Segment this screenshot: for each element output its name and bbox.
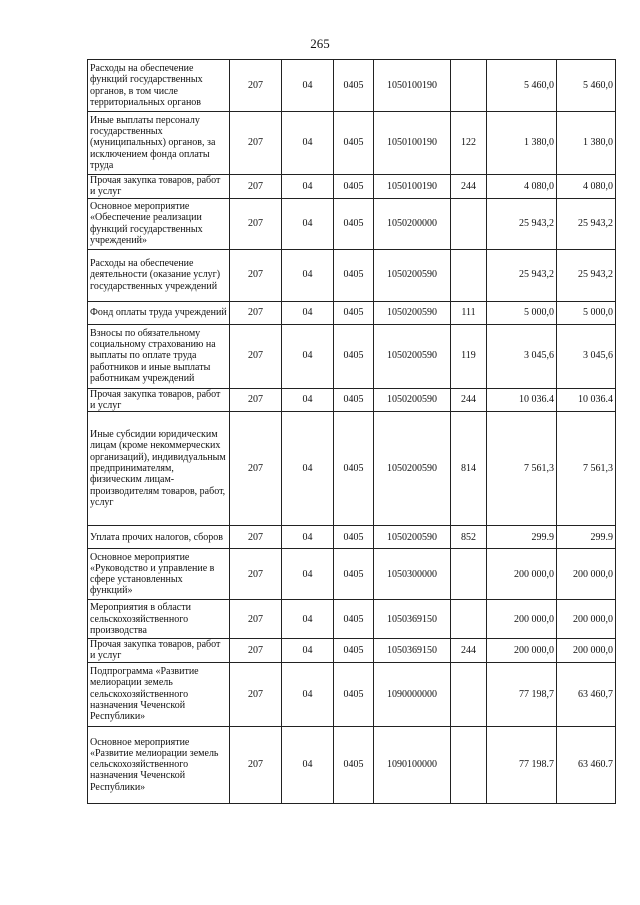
row-ministry-code: 207 [230,412,282,526]
row-section-code: 04 [282,412,334,526]
table-row [88,639,616,663]
row-target-article: 1050200590 [374,412,451,526]
row-subsection-code: 0405 [334,388,374,412]
row-subsection-code: 0405 [334,175,374,199]
row-ministry-code: 207 [230,112,282,175]
row-subsection-code: 0405 [334,301,374,324]
row-expense-type [451,600,487,639]
row-section-code: 04 [282,324,334,388]
row-ministry-code: 207 [230,526,282,549]
row-amount-2: 5 000,0 [557,301,616,324]
table-row [88,301,616,324]
row-amount-1: 77 198.7 [487,726,557,803]
row-amount-2: 200 000,0 [557,549,616,600]
row-name: Расходы на обеспечение деятельности (оказание услуг) государственных учреждений [88,249,230,301]
row-amount-1: 200 000,0 [487,549,557,600]
row-amount-2: 200 000,0 [557,600,616,639]
row-amount-2: 25 943,2 [557,249,616,301]
budget-table [87,59,616,804]
row-amount-1: 299.9 [487,526,557,549]
row-expense-type: 244 [451,639,487,663]
row-subsection-code: 0405 [334,639,374,663]
row-subsection-code: 0405 [334,412,374,526]
row-section-code: 04 [282,112,334,175]
row-amount-1: 5 000,0 [487,301,557,324]
row-section-code: 04 [282,175,334,199]
row-section-code: 04 [282,549,334,600]
row-expense-type: 244 [451,388,487,412]
row-amount-2: 4 080,0 [557,175,616,199]
table-row [88,388,616,412]
row-name: Прочая закупка товаров, работ и услуг [88,175,230,199]
row-expense-type [451,726,487,803]
row-amount-1: 200 000,0 [487,600,557,639]
row-subsection-code: 0405 [334,198,374,249]
row-section-code: 04 [282,60,334,112]
table-row [88,600,616,639]
row-amount-2: 10 036.4 [557,388,616,412]
row-target-article: 1050200590 [374,301,451,324]
row-ministry-code: 207 [230,662,282,726]
row-ministry-code: 207 [230,198,282,249]
row-section-code: 04 [282,726,334,803]
row-section-code: 04 [282,662,334,726]
row-name: Подпрограмма «Развитие мелиорации земель сельскохозяйственного назначения Чеченской Республики» [88,662,230,726]
row-amount-1: 10 036.4 [487,388,557,412]
row-expense-type: 244 [451,175,487,199]
row-ministry-code: 207 [230,600,282,639]
row-ministry-code: 207 [230,639,282,663]
row-subsection-code: 0405 [334,726,374,803]
row-expense-type [451,662,487,726]
table-row [88,112,616,175]
row-amount-2: 7 561,3 [557,412,616,526]
row-target-article: 1050200590 [374,249,451,301]
row-target-article: 1050200590 [374,388,451,412]
row-name: Фонд оплаты труда учреждений [88,301,230,324]
row-target-article: 1050100190 [374,112,451,175]
row-name: Основное мероприятие «Развитие мелиорации земель сельскохозяйственного назначения Чеченской Республики» [88,726,230,803]
page-number: 265 [310,36,330,51]
row-ministry-code: 207 [230,324,282,388]
row-ministry-code: 207 [230,249,282,301]
row-section-code: 04 [282,639,334,663]
row-ministry-code: 207 [230,60,282,112]
row-subsection-code: 0405 [334,549,374,600]
row-subsection-code: 0405 [334,324,374,388]
row-section-code: 04 [282,198,334,249]
row-expense-type: 119 [451,324,487,388]
row-amount-2: 25 943,2 [557,198,616,249]
row-name: Основное мероприятие «Руководство и управление в сфере установленных функций» [88,549,230,600]
row-amount-2: 1 380,0 [557,112,616,175]
row-expense-type [451,60,487,112]
row-section-code: 04 [282,388,334,412]
row-section-code: 04 [282,301,334,324]
row-name: Иные выплаты персоналу государственных (муниципальных) органов, за исключением фонда оплаты труда [88,112,230,175]
table-row [88,726,616,803]
row-target-article: 1050200590 [374,324,451,388]
row-amount-1: 4 080,0 [487,175,557,199]
row-subsection-code: 0405 [334,60,374,112]
row-amount-1: 200 000,0 [487,639,557,663]
row-target-article: 1050200590 [374,526,451,549]
row-amount-1: 25 943,2 [487,198,557,249]
row-target-article: 1050369150 [374,600,451,639]
row-target-article: 1050100190 [374,175,451,199]
row-amount-1: 7 561,3 [487,412,557,526]
row-target-article: 1090000000 [374,662,451,726]
row-expense-type: 111 [451,301,487,324]
row-amount-1: 77 198,7 [487,662,557,726]
table-row [88,662,616,726]
row-ministry-code: 207 [230,301,282,324]
row-amount-2: 63 460,7 [557,662,616,726]
table-row [88,175,616,199]
row-name: Мероприятия в области сельскохозяйственного производства [88,600,230,639]
row-ministry-code: 207 [230,388,282,412]
table-row [88,198,616,249]
row-target-article: 1050100190 [374,60,451,112]
row-name: Взносы по обязательному социальному страхованию на выплаты по оплате труда работников и иные выплаты работникам учреждений [88,324,230,388]
table-row [88,526,616,549]
row-amount-2: 299.9 [557,526,616,549]
row-amount-1: 3 045,6 [487,324,557,388]
row-amount-2: 63 460.7 [557,726,616,803]
row-name: Уплата прочих налогов, сборов [88,526,230,549]
row-target-article: 1090100000 [374,726,451,803]
row-amount-1: 25 943,2 [487,249,557,301]
row-subsection-code: 0405 [334,662,374,726]
row-expense-type [451,198,487,249]
row-target-article: 1050300000 [374,549,451,600]
row-expense-type [451,249,487,301]
table-row [88,549,616,600]
row-name: Основное мероприятие «Обеспечение реализации функций государственных учреждений» [88,198,230,249]
row-expense-type [451,549,487,600]
row-subsection-code: 0405 [334,600,374,639]
row-name: Иные субсидии юридическим лицам (кроме некоммерческих организаций), индивидуальным предпринимателям, физическим лицам-производителям товаров, работ, услуг [88,412,230,526]
row-ministry-code: 207 [230,549,282,600]
row-amount-2: 3 045,6 [557,324,616,388]
table-row [88,324,616,388]
row-target-article: 1050369150 [374,639,451,663]
table-row [88,60,616,112]
row-subsection-code: 0405 [334,526,374,549]
row-name: Прочая закупка товаров, работ и услуг [88,388,230,412]
row-subsection-code: 0405 [334,249,374,301]
row-name: Расходы на обеспечение функций государственных органов, в том числе территориальных органов [88,60,230,112]
row-section-code: 04 [282,600,334,639]
row-amount-2: 200 000,0 [557,639,616,663]
row-expense-type: 122 [451,112,487,175]
row-subsection-code: 0405 [334,112,374,175]
row-ministry-code: 207 [230,175,282,199]
row-name: Прочая закупка товаров, работ и услуг [88,639,230,663]
row-amount-1: 1 380,0 [487,112,557,175]
table-row [88,412,616,526]
row-expense-type: 852 [451,526,487,549]
row-amount-1: 5 460,0 [487,60,557,112]
row-section-code: 04 [282,249,334,301]
table-row [88,249,616,301]
row-section-code: 04 [282,526,334,549]
row-target-article: 1050200000 [374,198,451,249]
row-amount-2: 5 460,0 [557,60,616,112]
row-ministry-code: 207 [230,726,282,803]
row-expense-type: 814 [451,412,487,526]
